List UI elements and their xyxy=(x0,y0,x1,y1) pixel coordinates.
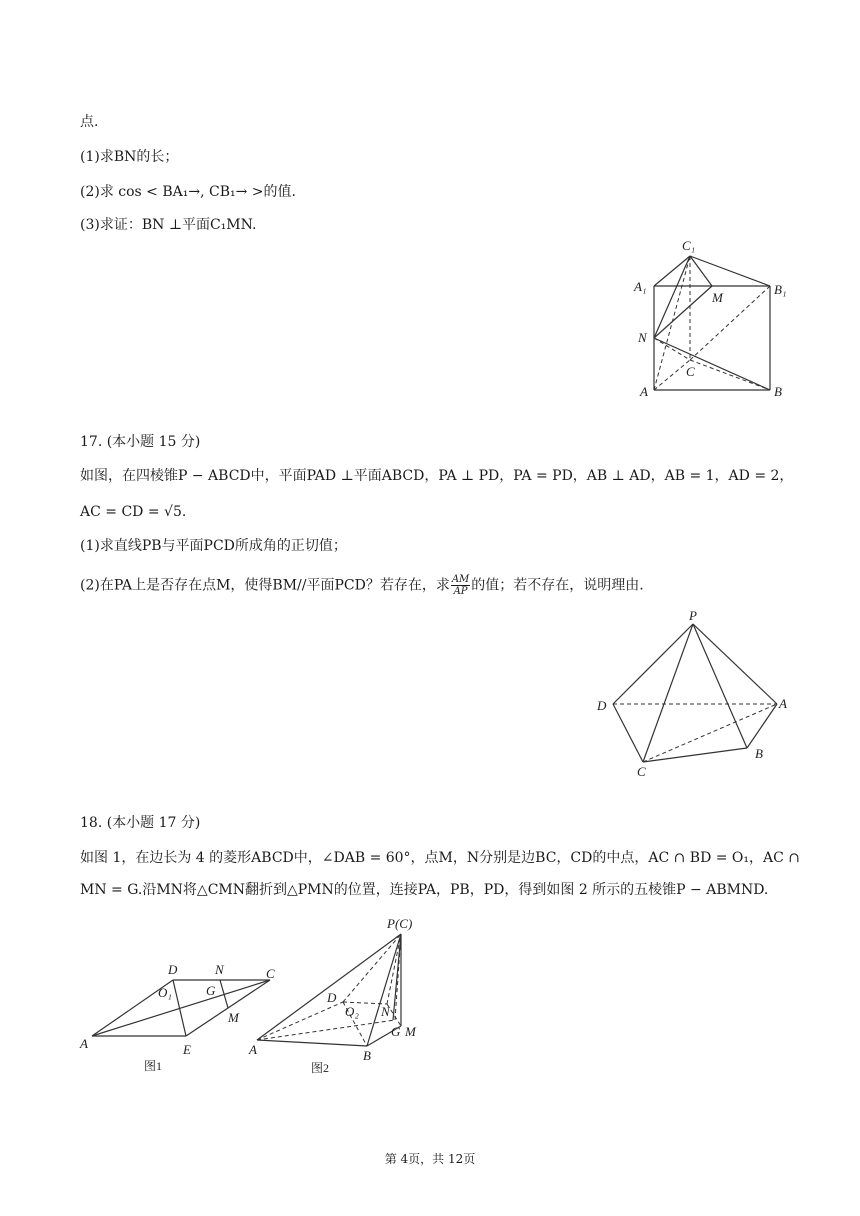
fraction-numerator: AM xyxy=(451,574,470,585)
q16-part-2: (2)求 cos < BA₁→, CB₁→ >的值. xyxy=(80,184,296,200)
label-P: P xyxy=(689,608,697,623)
label-G: G xyxy=(206,983,216,998)
label-A: A xyxy=(80,1036,88,1051)
label-D: D xyxy=(168,962,178,977)
q17-header: 17. (本小题 15 分) xyxy=(80,434,201,450)
label-P-C: P(C) xyxy=(387,916,413,931)
q18-stem-1: 如图 1，在边长为 4 的菱形ABCD中，∠DAB = 60°，点M，N分别是边BC，CD的中点，AC ∩ BD = O₁，AC ∩ xyxy=(80,850,801,866)
prism-figure xyxy=(630,236,800,406)
page-footer: 第 4页，共 12页 xyxy=(384,1152,476,1166)
label-A: A xyxy=(249,1042,257,1057)
label-M: M xyxy=(712,290,723,305)
label-M: M xyxy=(405,1024,416,1039)
q18-header: 18. (本小题 17 分) xyxy=(80,815,201,831)
label-C: C xyxy=(686,364,695,379)
q17-part-2-a: (2)在PA上是否存在点M，使得BM//平面PCD？若存在，求 xyxy=(80,577,450,594)
q18-stem-2: MN = G.沿MN将△CMN翻折到△PMN的位置，连接PA，PB，PD，得到如图 2 所示的五棱锥P − ABMND. xyxy=(80,882,769,898)
fraction-denominator: AP xyxy=(453,586,468,597)
label-C1: C₁ xyxy=(682,238,696,253)
label-N: N xyxy=(215,962,224,977)
label-M: M xyxy=(228,1010,239,1025)
q17-part-2-b: 的值；若不存在，说明理由. xyxy=(471,577,644,594)
label-N: N xyxy=(381,1004,390,1019)
figure-1-caption: 图1 xyxy=(144,1059,163,1073)
pentagonal-pyramid-figure xyxy=(245,910,445,1080)
pyramid-figure xyxy=(595,608,795,778)
label-B: B xyxy=(363,1048,371,1063)
label-D: D xyxy=(597,698,607,713)
q16-part-1: (1)求BN的长； xyxy=(80,149,179,165)
label-B: B xyxy=(755,746,763,761)
q17-part-1: (1)求直线PB与平面PCD所成角的正切值； xyxy=(80,538,347,554)
label-O1: O₁ xyxy=(158,985,172,1000)
label-A: A xyxy=(779,696,787,711)
q16-line-0: 点. xyxy=(80,114,99,130)
fraction-am-ap xyxy=(451,574,470,597)
label-C: C xyxy=(637,764,646,778)
q17-stem-2: AC = CD = √5. xyxy=(80,504,187,520)
label-A1: A₁ xyxy=(634,279,647,294)
label-G: G xyxy=(391,1024,401,1039)
label-E: E xyxy=(183,1042,191,1057)
q16-part-3: (3)求证：BN ⊥平面C₁MN. xyxy=(80,217,257,233)
figure-2-caption: 图2 xyxy=(311,1061,330,1075)
label-A: A xyxy=(640,384,648,399)
label-N: N xyxy=(638,330,647,345)
label-D: D xyxy=(327,990,337,1005)
q17-stem-1: 如图，在四棱锥P − ABCD中，平面PAD ⊥平面ABCD，PA ⊥ PD，PA = PD，AB ⊥ AD，AB = 1，AD = 2， xyxy=(80,468,794,484)
label-B1: B₁ xyxy=(774,282,787,297)
label-C: C xyxy=(266,966,275,981)
label-B: B xyxy=(774,384,782,399)
label-O2: O₂ xyxy=(345,1004,359,1019)
q17-part-2 xyxy=(80,574,644,597)
